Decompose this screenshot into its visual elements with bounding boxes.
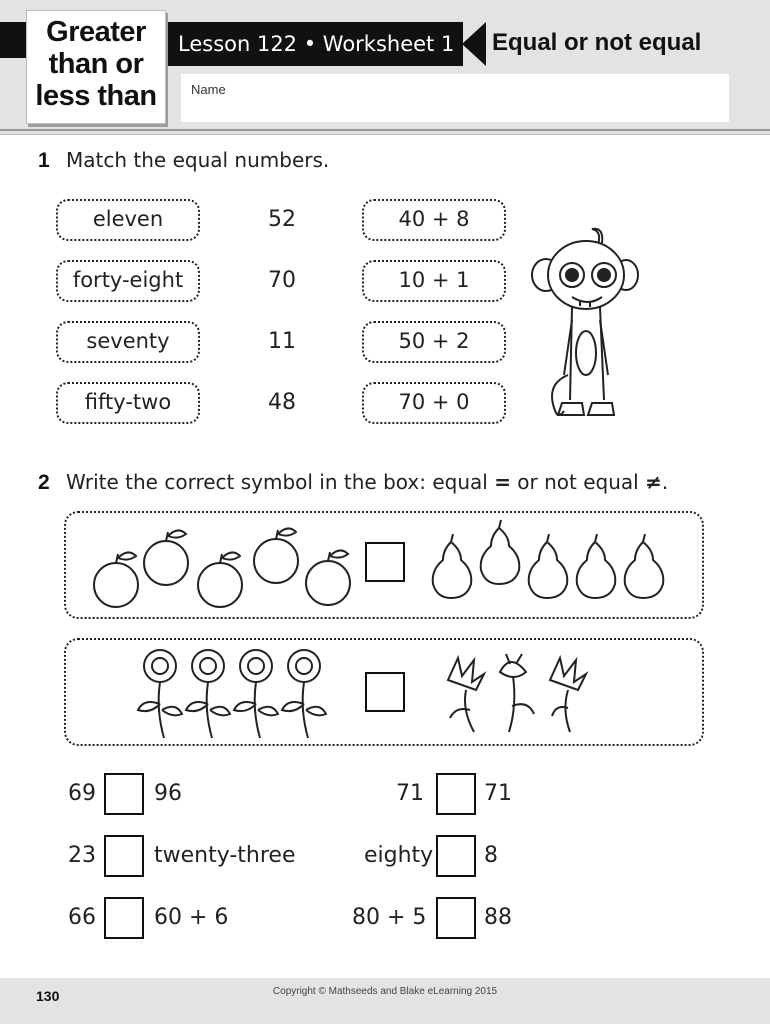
comparison-right: 8 bbox=[484, 843, 498, 868]
sunflower-icon bbox=[138, 650, 182, 738]
comparison-answer-box[interactable] bbox=[436, 835, 476, 877]
apples-group bbox=[80, 518, 360, 614]
topic-title-line-1: Greater bbox=[46, 16, 146, 48]
comparison-answer-box[interactable] bbox=[104, 773, 144, 815]
apple-icon bbox=[198, 552, 242, 607]
equal-symbol: = bbox=[494, 470, 511, 494]
comparison-left: 69 bbox=[68, 781, 96, 806]
question-1-instruction: Match the equal numbers. bbox=[66, 148, 330, 172]
comparison-right: 60 + 6 bbox=[154, 905, 229, 930]
comparison-right: 71 bbox=[484, 781, 512, 806]
header-tab-marker bbox=[0, 22, 28, 58]
comparison-left: eighty bbox=[364, 843, 434, 868]
comparison-answer-box[interactable] bbox=[436, 897, 476, 939]
flower-icon bbox=[500, 654, 534, 732]
word-card[interactable]: eleven bbox=[56, 199, 200, 241]
symbol-answer-box[interactable] bbox=[365, 542, 405, 582]
comparison-left: 66 bbox=[68, 905, 96, 930]
copyright-notice: Copyright © Mathseeds and Blake eLearning 2015 bbox=[272, 986, 498, 997]
instruction-text: or not equal bbox=[510, 470, 646, 494]
topic-title-line-2: than or bbox=[48, 48, 144, 80]
comparison-answer-box[interactable] bbox=[104, 835, 144, 877]
apple-icon bbox=[94, 552, 138, 607]
apple-icon bbox=[144, 530, 188, 585]
name-field[interactable] bbox=[181, 74, 729, 122]
header-divider-thin bbox=[0, 134, 770, 135]
pear-icon bbox=[433, 534, 472, 598]
number-item[interactable]: 52 bbox=[268, 207, 296, 232]
sum-card[interactable]: 10 + 1 bbox=[362, 260, 506, 302]
monkey-icon bbox=[528, 225, 638, 425]
sunflower-icon bbox=[282, 650, 326, 738]
question-2-instruction bbox=[66, 470, 668, 494]
comparison-left: 23 bbox=[68, 843, 96, 868]
lesson-subtitle: Equal or not equal bbox=[492, 29, 702, 56]
sum-card[interactable]: 40 + 8 bbox=[362, 199, 506, 241]
topic-title-line-3: less than bbox=[35, 80, 157, 112]
word-card[interactable]: forty-eight bbox=[56, 260, 200, 302]
symbol-answer-box[interactable] bbox=[365, 672, 405, 712]
pear-icon bbox=[529, 534, 568, 598]
pear-icon bbox=[481, 520, 520, 584]
pears-group bbox=[425, 522, 685, 602]
sum-card[interactable]: 50 + 2 bbox=[362, 321, 506, 363]
number-item[interactable]: 48 bbox=[268, 390, 296, 415]
instruction-text: Write the correct symbol in the box: equal bbox=[66, 470, 495, 494]
pear-icon bbox=[625, 534, 664, 598]
name-field-label: Name bbox=[191, 82, 226, 97]
word-card[interactable]: seventy bbox=[56, 321, 200, 363]
instruction-text: . bbox=[661, 470, 669, 494]
sum-card[interactable]: 70 + 0 bbox=[362, 382, 506, 424]
question-1-number: 1 bbox=[38, 149, 50, 172]
comparison-left: 80 + 5 bbox=[352, 905, 427, 930]
footer-band bbox=[0, 978, 770, 1024]
number-item[interactable]: 11 bbox=[268, 329, 296, 354]
flower-icon bbox=[448, 658, 484, 732]
apple-icon bbox=[306, 550, 350, 605]
topic-title-card bbox=[26, 10, 166, 124]
comparison-answer-box[interactable] bbox=[436, 773, 476, 815]
comparison-right: 88 bbox=[484, 905, 512, 930]
comparison-left: 71 bbox=[396, 781, 424, 806]
sunflowers-group bbox=[130, 648, 340, 740]
apple-icon bbox=[254, 528, 298, 583]
header-divider bbox=[0, 129, 770, 131]
pear-icon bbox=[577, 534, 616, 598]
page-number: 130 bbox=[36, 988, 60, 1004]
lesson-banner-notch bbox=[462, 22, 486, 66]
comparison-right: 96 bbox=[154, 781, 182, 806]
comparison-answer-box[interactable] bbox=[104, 897, 144, 939]
word-card[interactable]: fifty-two bbox=[56, 382, 200, 424]
not-equal-symbol: ≠ bbox=[645, 470, 662, 494]
sunflower-icon bbox=[186, 650, 230, 738]
flowers-group bbox=[438, 650, 598, 736]
flower-icon bbox=[550, 658, 586, 732]
sunflower-icon bbox=[234, 650, 278, 738]
number-item[interactable]: 70 bbox=[268, 268, 296, 293]
question-2-number: 2 bbox=[38, 471, 50, 494]
lesson-banner: Lesson 122 • Worksheet 1 bbox=[168, 22, 463, 66]
comparison-right: twenty-three bbox=[154, 843, 296, 868]
